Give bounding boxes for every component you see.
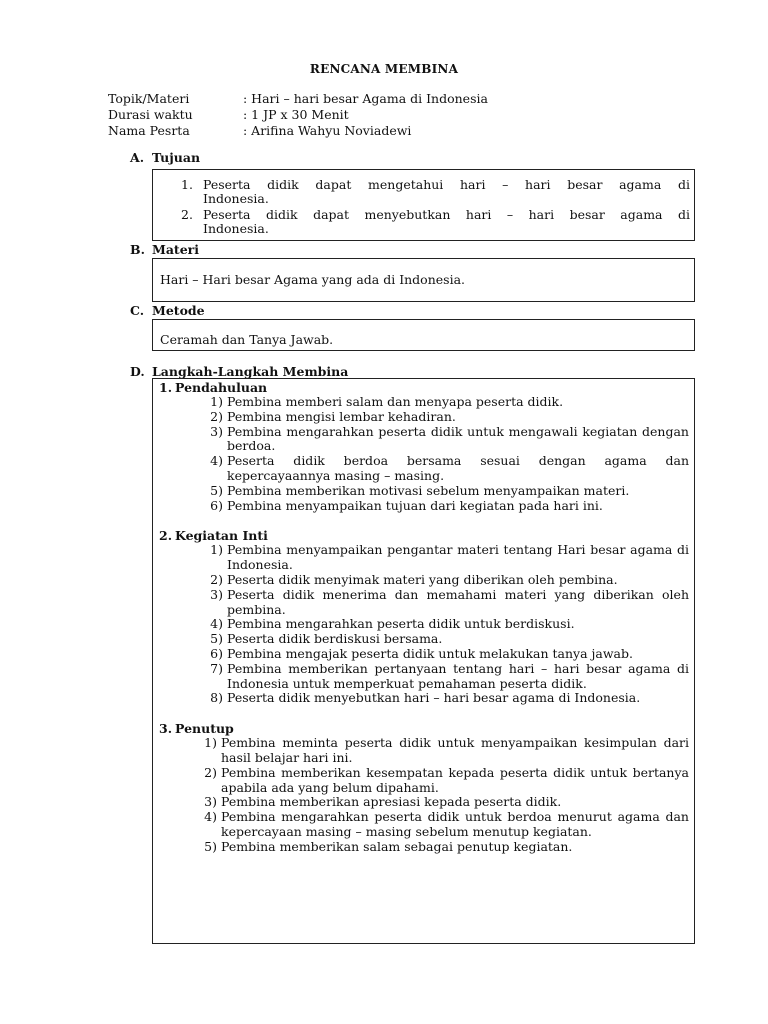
list-number: 8)	[210, 690, 223, 706]
section-heading-materi	[130, 242, 199, 258]
list-text: Peserta didik menerima dan memahami materi yang diberikan oleh pembina.	[227, 586, 689, 617]
list-text: Pembina memberikan kesempatan kepada peserta didik untuk bertanya apabila ada yang belum dipahami.	[221, 764, 689, 795]
step-list	[199, 736, 689, 854]
list-text: Pembina menyampaikan tujuan dari kegiatan pada hari ini.	[227, 497, 603, 513]
step-title	[159, 528, 689, 543]
langkah-steps	[159, 380, 689, 855]
list-text: Pembina memberikan pertanyaan tentang hari – hari besar agama di Indonesia untuk memperkuat pemahaman peserta didik.	[227, 660, 689, 691]
list-item	[199, 736, 689, 766]
list-text: Pembina mengarahkan peserta didik untuk berdiskusi.	[227, 616, 575, 632]
list-text: Peserta didik menyimak materi yang diberikan oleh pembina.	[227, 571, 618, 587]
step-number: 2.	[159, 528, 173, 544]
list-text: Peserta didik berdoa bersama sesuai dengan agama dan kepercayaannya masing – masing.	[227, 453, 689, 483]
list-number: 1.	[181, 177, 193, 192]
list-item	[205, 632, 689, 647]
list-number: 4)	[210, 453, 223, 469]
step-title-text: Kegiatan Inti	[175, 528, 268, 544]
meta-row-nama	[108, 123, 488, 139]
list-text: Pembina mengarahkan peserta didik untuk mengawali kegiatan dengan berdoa.	[227, 423, 689, 454]
list-number: 5)	[210, 482, 223, 498]
list-number: 2)	[210, 408, 223, 424]
list-number: 5)	[210, 631, 223, 647]
list-item	[205, 499, 689, 514]
langkah-box	[152, 378, 695, 944]
step-list	[205, 395, 689, 513]
step-penutup	[159, 721, 689, 854]
list-text: Pembina mengisi lembar kehadiran.	[227, 408, 456, 424]
list-text: Pembina memberikan apresiasi kepada peserta didik.	[221, 794, 562, 810]
tujuan-box	[152, 169, 695, 241]
list-number: 2.	[181, 207, 193, 222]
document-title: RENCANA MEMBINA	[309, 62, 459, 76]
list-text: Pembina memberikan motivasi sebelum menyampaikan materi.	[227, 482, 630, 498]
list-item	[199, 840, 689, 855]
section-title: Materi	[152, 242, 199, 257]
spacer	[159, 513, 689, 528]
meta-value: : 1 JP x 30 Menit	[243, 107, 349, 122]
step-list	[205, 543, 689, 706]
list-number: 1)	[210, 542, 223, 558]
step-title-text: Pendahuluan	[175, 380, 268, 395]
list-text-line: Indonesia.	[203, 221, 269, 236]
section-letter: C.	[130, 303, 145, 318]
step-title-text: Penutup	[175, 721, 234, 737]
list-item	[205, 573, 689, 588]
section-letter: A.	[130, 150, 145, 165]
list-number: 5)	[204, 838, 217, 854]
list-text-line: Peserta didik dapat menyebutkan hari – hari besar agama di	[203, 207, 690, 222]
step-number: 3.	[159, 721, 173, 737]
section-heading-metode	[130, 303, 205, 319]
list-number: 3)	[204, 794, 217, 810]
section-letter: D.	[130, 364, 145, 379]
step-title	[159, 721, 689, 736]
list-number: 2)	[210, 571, 223, 587]
tujuan-list	[181, 178, 690, 236]
materi-text: Hari – Hari besar Agama yang ada di Indonesia.	[160, 272, 465, 287]
list-number: 1)	[204, 735, 217, 751]
meta-row-topik	[108, 91, 488, 107]
meta-row-durasi	[108, 107, 488, 123]
step-kegiatan-inti	[159, 528, 689, 706]
list-item	[205, 588, 689, 618]
list-number: 3)	[210, 586, 223, 602]
step-number: 1.	[159, 380, 173, 395]
list-text	[203, 178, 690, 206]
list-number: 1)	[210, 394, 223, 409]
list-item	[205, 647, 689, 662]
section-title: Tujuan	[152, 150, 201, 165]
list-item	[205, 543, 689, 573]
list-item	[205, 454, 689, 484]
list-text: Pembina meminta peserta didik untuk menyampaikan kesimpulan dari hasil belajar hari ini.	[221, 735, 689, 765]
list-item	[205, 410, 689, 425]
list-text: Pembina mengajak peserta didik untuk melakukan tanya jawab.	[227, 645, 633, 661]
list-item	[205, 617, 689, 632]
list-item	[199, 810, 689, 840]
list-text: Pembina mengarahkan peserta didik untuk berdoa menurut agama dan kepercayaan masing – masing sebelum menutup kegiatan.	[221, 809, 689, 839]
list-item	[205, 425, 689, 455]
list-number: 4)	[210, 616, 223, 632]
metode-box	[152, 319, 695, 351]
metode-text: Ceramah dan Tanya Jawab.	[160, 332, 334, 347]
list-text: Pembina menyampaikan pengantar materi tentang Hari besar agama di Indonesia.	[227, 542, 689, 573]
list-text-line: Peserta didik dapat mengetahui hari – hari besar agama di	[203, 177, 690, 192]
list-item	[205, 484, 689, 499]
list-item	[205, 691, 689, 706]
section-heading-tujuan	[130, 150, 200, 166]
list-number: 7)	[210, 660, 223, 676]
meta-value: : Arifina Wahyu Noviadewi	[243, 123, 412, 138]
step-pendahuluan	[159, 380, 689, 513]
list-number: 6)	[210, 645, 223, 661]
list-text: Pembina memberikan salam sebagai penutup kegiatan.	[221, 838, 573, 854]
section-title: Metode	[152, 303, 205, 318]
list-item	[181, 178, 690, 206]
list-item	[205, 662, 689, 692]
list-number: 2)	[204, 764, 217, 780]
list-text: Peserta didik menyebutkan hari – hari besar agama di Indonesia.	[227, 690, 641, 706]
list-number: 3)	[210, 423, 223, 439]
list-text-line: Indonesia.	[203, 191, 269, 206]
section-title: Langkah-Langkah Membina	[152, 364, 349, 379]
list-text: Pembina memberi salam dan menyapa peserta didik.	[227, 394, 564, 409]
list-text: Peserta didik berdiskusi bersama.	[227, 631, 443, 647]
list-text	[203, 208, 690, 236]
meta-info	[108, 91, 488, 139]
list-item	[199, 766, 689, 796]
section-letter: B.	[130, 242, 145, 257]
list-number: 6)	[210, 497, 223, 513]
list-item	[181, 208, 690, 236]
list-item	[199, 795, 689, 810]
meta-label: Durasi waktu	[108, 107, 193, 122]
meta-label: Topik/Materi	[108, 91, 190, 106]
spacer	[159, 706, 689, 721]
meta-label: Nama Pesrta	[108, 123, 190, 138]
list-item	[205, 395, 689, 410]
materi-box	[152, 258, 695, 302]
list-number: 4)	[204, 809, 217, 825]
meta-value: : Hari – hari besar Agama di Indonesia	[243, 91, 488, 106]
step-title	[159, 380, 689, 395]
